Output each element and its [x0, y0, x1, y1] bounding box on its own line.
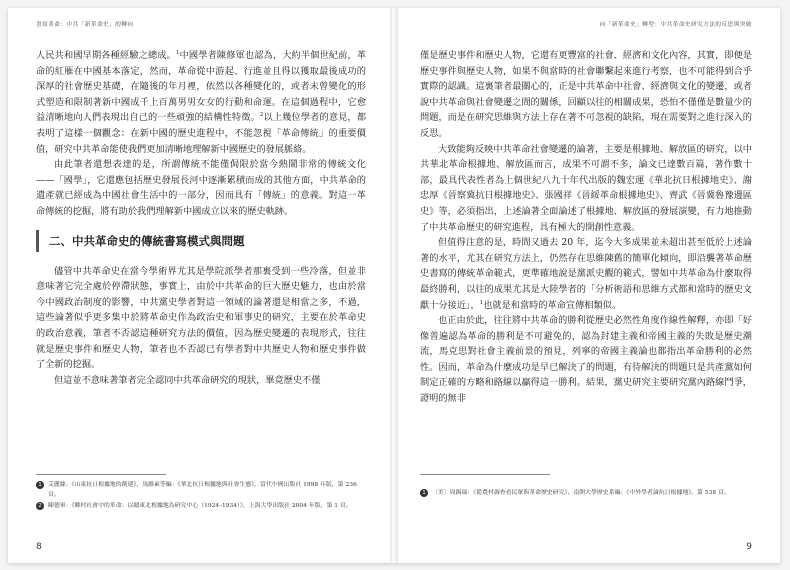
footnote-text: 艾麗絲：《山東抗日根據地的創建》，馬維素等編：《華北抗日根據地與社會生態》，當代中國出版社 1998 年版，第 236 頁。 — [48, 482, 357, 499]
right-paragraph-1: 僅是歷史事件和歷史人物，它還有更豐富的社會、經濟和文化內容，其實，即便是歷史事件與歷史人物，如果不與當時的社會聯繫起來進行考察，也不可能得到合乎實際的認識。這裏筆者最關心的，正是中共革命中社會、經濟與文化的變遷，或者說中共革命與社會變遷之間的關係，回顧以往的相關成果，恐怕不僅僅是數量少的問題，而是在研究思維與方法上存在著不可忽視的缺陷，現在需要對之進行深入的反思。 — [420, 50, 752, 139]
left-running-head: 書寫革命：中共「新革命史」的轉向 — [36, 22, 134, 28]
right-body-text — [420, 48, 752, 407]
section-heading: 二、中共革命史的傳統書寫模式與問題 — [36, 230, 366, 252]
left-paragraph-1: 人民共和國早期各種經驗之總成。$^1$中國學者陳修軍也認為，大約半個世紀前，革命的紅雁在中國基本落定，然而，革命從中游起、行進並且得以獲取最後成功的深厚的社會歷史基礎，在隨後的年月裡，依然以各種變化的，或者未曾變化的形式塑造和限制著新中國成千上百萬男男女女的行動和命運。在這個過程中，它愈益清晰地向人們表現出自己的一些頑強的結構性特徵。$^2$以上幾位學者的意見，都表明了這樣一個觀念：在新中國的歷史進程中，不能忽視「革命傳統」的重要價值，研究中共革命能使我們更加清晰地理解新中國歷史的發展脈絡。 — [36, 49, 367, 155]
footnote — [36, 501, 366, 511]
left-page-number: 8 — [36, 542, 42, 552]
right-paragraph-3: 但值得注意的是，時間又過去 20 年，迄今大多成果並未超出甚至低於上述論著的水平，尤其在研究方法上，仍然存在思維陳舊的簡單化傾向，即沿襲著革命歷史書寫的傳統革命範式，更準確地說是黨派史觀的範式，譬如中共革命為什麼取得最終勝利，以往的成果尤其是大陸學者的「分析術語和思維方式都和當時的歷史文獻十分接近」，$^1$也就是和當時的革命宣傳相類似。 — [420, 237, 752, 311]
left-footnotes — [36, 480, 366, 511]
right-page-number: 9 — [746, 542, 752, 552]
footnote-ref-2[interactable]: 2 — [259, 112, 264, 119]
left-paragraph-4: 但這並不意味著筆者完全認同中共革命研究的現狀，畢竟歷史不僅 — [54, 374, 321, 386]
footnote-text: 〔美〕周錫瑞：《從農村調查看民眾與革命歷史研究》，南開大學歷史系編：《中外學者論抗日根據地》，第 538 頁。 — [432, 490, 730, 496]
footnote — [36, 480, 366, 501]
right-paragraph-2: 大致能夠反映中共革命社會變遷的論著，主要是根據地、解放區的研究，以中共華北革命根據地、解放區而言，成果不可謂不多，論文已達數百篇，著作數十部，最具代表性者為上個世紀八九十年代出版的魏宏運《華北抗日根據地史》、謝忠厚《晉察冀抗日根據地史》、張國祥《晉綏革命根據地史》、齊武《晉冀魯豫邊區史》等，必須指出，上述論著全面論述了根據地、解放區的發展演變，有力地推動了中共革命歷史的研究進程，具有極大的開創性意義。 — [420, 143, 752, 233]
left-page — [8, 8, 390, 563]
footnote-marker: 1 — [36, 481, 44, 489]
footnote-text: 陳德軍：《鄉村社會中的革命：以贛東北根據地為研究中心（1924–1934）》，上海大學出版社 2004 年版，第 1 頁。 — [48, 502, 352, 509]
book-spread — [8, 8, 780, 563]
right-running-head: 向「新革命史」轉型：中共革命史研究方法的反思與突破 — [599, 22, 752, 28]
footnote-marker: 1 — [420, 489, 428, 497]
right-page — [398, 8, 780, 563]
footnote-marker: 2 — [36, 502, 44, 510]
footnote-divider — [36, 474, 166, 475]
footnote — [420, 488, 752, 498]
book-gutter — [390, 8, 398, 563]
left-paragraph-2: 由此筆者還想表達的是，所謂傳統不能僅侷限於當今熱鬧非常的傳統文化——「國學」，它還應包括歷史發展長河中逐漸累積而成的其他方面，中共革命的遺產就已經成為中國社會生活中的一部分，因而具有「傳統」的意義。對這一革命傳統的挖掘，將有助於我們理解新中國成立以來的歷史軌跡。 — [36, 159, 366, 217]
left-paragraph-3: 儘管中共革命史在當今學術界尤其是學院派學者那裏受到一些冷落，但並非意味著它完全處於停滯狀態，事實上，由於中共革命的巨大歷史魅力，也由於當今中國政治制度的影響，中共黨史學者對這一領域的論著還是相當之多，不過，這些論著似乎更多集中於將革命史作為政治史和軍事史的研究，主要在於革命史的政治意義，筆者不否認這種研究方法的價值，因為歷史變遷的表現形式，往往就是歷史事件和歷史人物，筆者也不否認已有學者對中共歷史人物和歷史事件做了全新的挖掘。 — [36, 265, 366, 371]
right-paragraph-4: 也正由於此，往往將中共革命的勝利從歷史必然性角度作線性解釋，亦即「好像普遍認為革命的勝利是不可避免的，認為封建主義和帝國主義的失敗是歷史潮流，馬克思對社會主義前景的預見，列寧的帝國主義論也都指出革命勝利的必然性。因而，革命為什麼成功是早已解決了的問題，有待解決的問題只是共產黨如何制定正確的方略和路線以贏得這一勝利。結果，黨史研究主要研究黨內路線鬥爭，證明的無非 — [420, 315, 752, 405]
footnote-ref-1[interactable]: 1 — [479, 299, 484, 306]
footnote-divider — [420, 474, 550, 475]
left-body-text — [36, 48, 366, 388]
right-footnotes — [420, 488, 752, 498]
footnote-ref-1[interactable]: 1 — [175, 49, 180, 56]
